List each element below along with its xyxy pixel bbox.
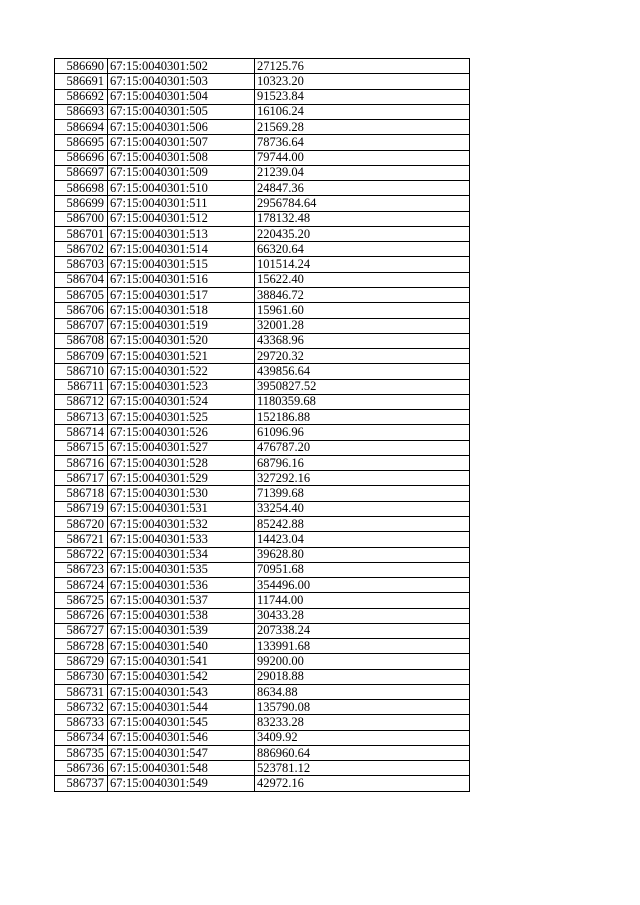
cadastral-number-cell: 67:15:0040301:536 <box>108 578 255 593</box>
cadastral-number-cell: 67:15:0040301:512 <box>108 211 255 226</box>
cadastral-number-cell: 67:15:0040301:541 <box>108 654 255 669</box>
table-row <box>55 669 470 684</box>
cadastral-number-cell: 67:15:0040301:525 <box>108 410 255 425</box>
table-row <box>55 135 470 150</box>
cadastral-number-cell: 67:15:0040301:528 <box>108 455 255 470</box>
value-cell: 354496.00 <box>255 578 470 593</box>
cadastral-number-cell: 67:15:0040301:537 <box>108 593 255 608</box>
table-row <box>55 150 470 165</box>
cadastral-number-cell: 67:15:0040301:514 <box>108 242 255 257</box>
row-number-cell: 586737 <box>55 776 108 791</box>
row-number-cell: 586694 <box>55 120 108 135</box>
value-cell: 135790.08 <box>255 700 470 715</box>
value-cell: 29018.88 <box>255 669 470 684</box>
cadastral-number-cell: 67:15:0040301:518 <box>108 303 255 318</box>
cadastral-number-cell: 67:15:0040301:516 <box>108 272 255 287</box>
cadastral-number-cell: 67:15:0040301:519 <box>108 318 255 333</box>
table-row <box>55 516 470 531</box>
table-row <box>55 59 470 74</box>
value-cell: 27125.76 <box>255 59 470 74</box>
cadastral-number-cell: 67:15:0040301:506 <box>108 120 255 135</box>
value-cell: 133991.68 <box>255 639 470 654</box>
row-number-cell: 586706 <box>55 303 108 318</box>
cadastral-number-cell: 67:15:0040301:540 <box>108 639 255 654</box>
table-row <box>55 74 470 89</box>
cadastral-number-cell: 67:15:0040301:509 <box>108 165 255 180</box>
value-cell: 99200.00 <box>255 654 470 669</box>
table-row <box>55 715 470 730</box>
cadastral-number-cell: 67:15:0040301:534 <box>108 547 255 562</box>
cadastral-number-cell: 67:15:0040301:502 <box>108 59 255 74</box>
table-row <box>55 486 470 501</box>
table-row <box>55 333 470 348</box>
table-row <box>55 165 470 180</box>
value-cell: 66320.64 <box>255 242 470 257</box>
cadastral-number-cell: 67:15:0040301:547 <box>108 745 255 760</box>
value-cell: 70951.68 <box>255 562 470 577</box>
value-cell: 11744.00 <box>255 593 470 608</box>
row-number-cell: 586731 <box>55 684 108 699</box>
table-row <box>55 120 470 135</box>
row-number-cell: 586732 <box>55 700 108 715</box>
value-cell: 10323.20 <box>255 74 470 89</box>
table-row <box>55 578 470 593</box>
value-cell: 439856.64 <box>255 364 470 379</box>
value-cell: 33254.40 <box>255 501 470 516</box>
table-row <box>55 654 470 669</box>
table-row <box>55 287 470 302</box>
row-number-cell: 586701 <box>55 226 108 241</box>
row-number-cell: 586709 <box>55 349 108 364</box>
cadastral-number-cell: 67:15:0040301:530 <box>108 486 255 501</box>
value-cell: 101514.24 <box>255 257 470 272</box>
table-row <box>55 242 470 257</box>
table-row <box>55 196 470 211</box>
cadastral-number-cell: 67:15:0040301:520 <box>108 333 255 348</box>
row-number-cell: 586705 <box>55 287 108 302</box>
row-number-cell: 586708 <box>55 333 108 348</box>
value-cell: 24847.36 <box>255 181 470 196</box>
row-number-cell: 586723 <box>55 562 108 577</box>
value-cell: 16106.24 <box>255 104 470 119</box>
table-row <box>55 730 470 745</box>
value-cell: 8634.88 <box>255 684 470 699</box>
value-cell: 21569.28 <box>255 120 470 135</box>
table-row <box>55 318 470 333</box>
row-number-cell: 586702 <box>55 242 108 257</box>
value-cell: 207338.24 <box>255 623 470 638</box>
value-cell: 83233.28 <box>255 715 470 730</box>
cadastral-number-cell: 67:15:0040301:544 <box>108 700 255 715</box>
cadastral-number-cell: 67:15:0040301:507 <box>108 135 255 150</box>
table-row <box>55 776 470 791</box>
value-cell: 30433.28 <box>255 608 470 623</box>
value-cell: 220435.20 <box>255 226 470 241</box>
value-cell: 21239.04 <box>255 165 470 180</box>
value-cell: 3950827.52 <box>255 379 470 394</box>
cadastral-number-cell: 67:15:0040301:513 <box>108 226 255 241</box>
table-row <box>55 425 470 440</box>
row-number-cell: 586727 <box>55 623 108 638</box>
value-cell: 39628.80 <box>255 547 470 562</box>
table-row <box>55 303 470 318</box>
value-cell: 68796.16 <box>255 455 470 470</box>
row-number-cell: 586721 <box>55 532 108 547</box>
table-row <box>55 547 470 562</box>
row-number-cell: 586728 <box>55 639 108 654</box>
row-number-cell: 586736 <box>55 761 108 776</box>
row-number-cell: 586733 <box>55 715 108 730</box>
cadastral-number-cell: 67:15:0040301:539 <box>108 623 255 638</box>
cadastral-number-cell: 67:15:0040301:531 <box>108 501 255 516</box>
table-row <box>55 379 470 394</box>
cadastral-number-cell: 67:15:0040301:526 <box>108 425 255 440</box>
value-cell: 61096.96 <box>255 425 470 440</box>
table-row <box>55 761 470 776</box>
row-number-cell: 586690 <box>55 59 108 74</box>
cadastral-number-cell: 67:15:0040301:527 <box>108 440 255 455</box>
row-number-cell: 586714 <box>55 425 108 440</box>
row-number-cell: 586695 <box>55 135 108 150</box>
data-table <box>54 58 470 792</box>
cadastral-number-cell: 67:15:0040301:503 <box>108 74 255 89</box>
table-row <box>55 211 470 226</box>
cadastral-number-cell: 67:15:0040301:548 <box>108 761 255 776</box>
row-number-cell: 586722 <box>55 547 108 562</box>
value-cell: 29720.32 <box>255 349 470 364</box>
cadastral-number-cell: 67:15:0040301:524 <box>108 394 255 409</box>
cadastral-number-cell: 67:15:0040301:517 <box>108 287 255 302</box>
table-row <box>55 623 470 638</box>
cadastral-number-cell: 67:15:0040301:511 <box>108 196 255 211</box>
table-row <box>55 394 470 409</box>
cadastral-number-cell: 67:15:0040301:515 <box>108 257 255 272</box>
value-cell: 79744.00 <box>255 150 470 165</box>
row-number-cell: 586726 <box>55 608 108 623</box>
value-cell: 71399.68 <box>255 486 470 501</box>
row-number-cell: 586715 <box>55 440 108 455</box>
row-number-cell: 586711 <box>55 379 108 394</box>
row-number-cell: 586718 <box>55 486 108 501</box>
value-cell: 178132.48 <box>255 211 470 226</box>
cadastral-number-cell: 67:15:0040301:535 <box>108 562 255 577</box>
row-number-cell: 586707 <box>55 318 108 333</box>
table-body <box>55 59 470 792</box>
table-row <box>55 410 470 425</box>
cadastral-number-cell: 67:15:0040301:505 <box>108 104 255 119</box>
value-cell: 14423.04 <box>255 532 470 547</box>
value-cell: 523781.12 <box>255 761 470 776</box>
row-number-cell: 586716 <box>55 455 108 470</box>
table-row <box>55 226 470 241</box>
row-number-cell: 586719 <box>55 501 108 516</box>
cadastral-number-cell: 67:15:0040301:510 <box>108 181 255 196</box>
value-cell: 327292.16 <box>255 471 470 486</box>
table-row <box>55 440 470 455</box>
table-row <box>55 455 470 470</box>
table-row <box>55 89 470 104</box>
table-row <box>55 608 470 623</box>
value-cell: 2956784.64 <box>255 196 470 211</box>
row-number-cell: 586712 <box>55 394 108 409</box>
value-cell: 32001.28 <box>255 318 470 333</box>
cadastral-number-cell: 67:15:0040301:529 <box>108 471 255 486</box>
row-number-cell: 586696 <box>55 150 108 165</box>
table-row <box>55 639 470 654</box>
row-number-cell: 586700 <box>55 211 108 226</box>
value-cell: 15961.60 <box>255 303 470 318</box>
row-number-cell: 586724 <box>55 578 108 593</box>
value-cell: 886960.64 <box>255 745 470 760</box>
value-cell: 1180359.68 <box>255 394 470 409</box>
row-number-cell: 586697 <box>55 165 108 180</box>
value-cell: 42972.16 <box>255 776 470 791</box>
row-number-cell: 586692 <box>55 89 108 104</box>
cadastral-number-cell: 67:15:0040301:504 <box>108 89 255 104</box>
value-cell: 476787.20 <box>255 440 470 455</box>
table-row <box>55 104 470 119</box>
cadastral-number-cell: 67:15:0040301:521 <box>108 349 255 364</box>
row-number-cell: 586693 <box>55 104 108 119</box>
row-number-cell: 586691 <box>55 74 108 89</box>
table-row <box>55 700 470 715</box>
table-row <box>55 272 470 287</box>
table-row <box>55 532 470 547</box>
value-cell: 15622.40 <box>255 272 470 287</box>
table-row <box>55 501 470 516</box>
row-number-cell: 586729 <box>55 654 108 669</box>
cadastral-number-cell: 67:15:0040301:522 <box>108 364 255 379</box>
table-row <box>55 257 470 272</box>
value-cell: 91523.84 <box>255 89 470 104</box>
row-number-cell: 586730 <box>55 669 108 684</box>
row-number-cell: 586725 <box>55 593 108 608</box>
value-cell: 78736.64 <box>255 135 470 150</box>
cadastral-number-cell: 67:15:0040301:532 <box>108 516 255 531</box>
cadastral-number-cell: 67:15:0040301:538 <box>108 608 255 623</box>
row-number-cell: 586720 <box>55 516 108 531</box>
row-number-cell: 586735 <box>55 745 108 760</box>
row-number-cell: 586699 <box>55 196 108 211</box>
cadastral-number-cell: 67:15:0040301:533 <box>108 532 255 547</box>
table-row <box>55 471 470 486</box>
table-row <box>55 181 470 196</box>
value-cell: 85242.88 <box>255 516 470 531</box>
row-number-cell: 586713 <box>55 410 108 425</box>
cadastral-number-cell: 67:15:0040301:545 <box>108 715 255 730</box>
table-row <box>55 562 470 577</box>
value-cell: 43368.96 <box>255 333 470 348</box>
table-row <box>55 593 470 608</box>
row-number-cell: 586717 <box>55 471 108 486</box>
cadastral-number-cell: 67:15:0040301:543 <box>108 684 255 699</box>
cadastral-number-cell: 67:15:0040301:523 <box>108 379 255 394</box>
row-number-cell: 586703 <box>55 257 108 272</box>
row-number-cell: 586734 <box>55 730 108 745</box>
row-number-cell: 586710 <box>55 364 108 379</box>
cadastral-number-cell: 67:15:0040301:546 <box>108 730 255 745</box>
table-row <box>55 364 470 379</box>
table-row <box>55 684 470 699</box>
row-number-cell: 586704 <box>55 272 108 287</box>
table-row <box>55 745 470 760</box>
table-row <box>55 349 470 364</box>
cadastral-number-cell: 67:15:0040301:508 <box>108 150 255 165</box>
value-cell: 38846.72 <box>255 287 470 302</box>
row-number-cell: 586698 <box>55 181 108 196</box>
cadastral-number-cell: 67:15:0040301:542 <box>108 669 255 684</box>
value-cell: 152186.88 <box>255 410 470 425</box>
cadastral-number-cell: 67:15:0040301:549 <box>108 776 255 791</box>
value-cell: 3409.92 <box>255 730 470 745</box>
